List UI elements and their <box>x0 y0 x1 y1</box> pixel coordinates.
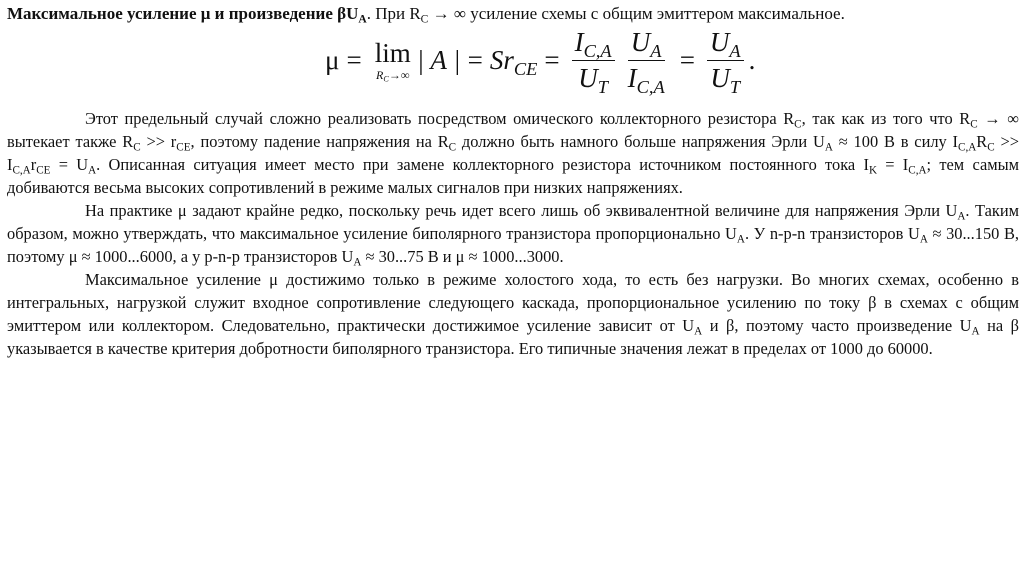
formula-equals: = <box>346 44 362 75</box>
formula-mu: μ <box>325 44 340 75</box>
paragraph-practice: На практике μ задают крайне редко, поскольку речь идет всего лишь об эквивалентной величине для напряжения Эрли $U_A$. Таким образом, можно утверждать, что максимальное усиление биполярного транзистора пропорционально $U_A$. У n-p-n транзисторов $U_A \approx 30...150$ В, поэтому μ ≈ 1000...6000, а у p-n-p транзисторов $U_A \approx 30...75$ В и μ ≈ 1000...3000. <box>7 201 1019 269</box>
formula-fraction-ua-ic: $\frac{U_A}{I_{C,A}}$ <box>627 27 665 97</box>
heading-title: Максимальное усиление μ и произведение $\beta U_A$ <box>7 4 367 26</box>
formula-s-rce: $Sr_{CE}$ <box>489 44 538 79</box>
slide-body <box>7 107 1019 360</box>
paragraph-limit-case: Этот предельный случай сложно реализовать посредством омического коллекторного резистора $R_C$, так как из того что $R_C$ → ∞ вытекает также $R_C >> r_{CE}$, поэтому падение напряжения на $R_C$ должно быть намного больше напряжения Эрли $U_A \approx 100$ В в силу $I_{C,A}R_C >> I_{C,A}r_{CE} = U_A$. Описанная ситуация имеет место при замене коллекторного резистора источником постоянного тока $I_K = I_{C,A}$; тем самым добиваются весьма высоких сопротивлений в режиме малых сигналов при низких напряжениях. <box>7 109 1019 197</box>
formula-equals: = <box>544 44 560 75</box>
gain-formula <box>325 24 755 96</box>
slide-heading: Максимальное усиление μ и произведение $\beta U_A$. При $R_C$ → ∞ усиление схемы с общим эмиттером максимальное. <box>7 4 845 26</box>
formula-limit: lim $R_C\to\infty$ <box>374 37 411 84</box>
paragraph-max-gain: Максимальное усиление μ достижимо только в режиме холостого хода, то есть без нагрузки. Во многих схемах, особенно в интегральных, нагрузкой служит входное сопротивление следующего каскада, пропорциональное усилению по току β в схемах с общим эмиттером или коллектором. Следовательно, практически достижимое усиление зависит от $U_A$ и β, поэтому часто произведение $U_A$ на β указывается в качестве критерия добротности биполярного транзистора. Его типичные значения лежат в пределах от 1000 до 60000. <box>7 270 1019 358</box>
formula-period: . <box>748 44 756 75</box>
formula-equals: = <box>467 44 483 75</box>
formula-limit-condition: $R_C\to\infty$ <box>376 67 410 84</box>
formula-equals: = <box>679 44 695 75</box>
formula-fraction-ua-ut: $\frac{U_A}{U_T}$ <box>707 28 744 92</box>
formula-fraction-ic-ut: $\frac{I_{C,A}}{U_T}$ <box>572 28 615 92</box>
formula-abs-a: | A | <box>416 44 461 75</box>
